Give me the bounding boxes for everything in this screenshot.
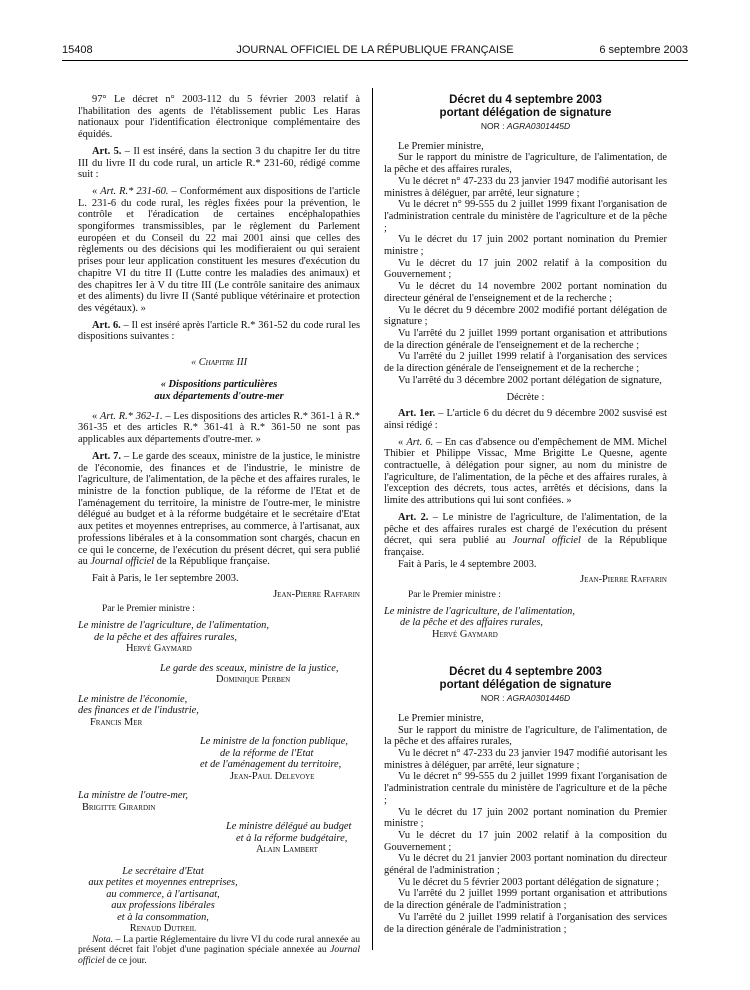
visa-paragraph: Vu le décret du 17 juin 2002 portant nomination du Premier ministre ; [384, 234, 667, 258]
nor-label: NOR : [480, 121, 507, 131]
signature-fonction-publique [200, 736, 360, 782]
visa-paragraph: Vu le décret du 17 juin 2002 portant nomination du Premier ministre ; [384, 806, 667, 830]
chapter-title [78, 379, 360, 403]
article-6-label: Art. 6. [406, 436, 434, 448]
visa-paragraph: Vu le décret n° 47-233 du 23 janvier 1947 modifié autorisant les ministres à déléguer, par arrêté, leur signature ; [384, 175, 667, 199]
article-7-text-b: de la République française. [154, 556, 270, 568]
right-column [384, 94, 667, 935]
article-7 [78, 451, 360, 568]
signature-title: Le ministre délégué au budget [226, 821, 352, 833]
page-header [62, 44, 688, 60]
article-r231-60-label: Art. R.* 231-60. [100, 185, 169, 197]
signature-title: Le secrétaire d'Etat [122, 865, 204, 877]
article-7-text-a: – Le garde des sceaux, ministre de la justice, le ministre de l'économie, des finances et de l'industrie, le ministre de l'agriculture, de l'alimentation, de la pêche et des affaires rurales, le ministre de la fonction publique, de la réforme de l'Etat et de l'aménagement du territoire, la ministre de l'outre-mer, le ministre délégué au budget et à la réforme budgétaire et le secrétaire d'Etat aux petites et moyennes entreprises, au commerce, à l'artisanat, aux professions libérales et à la consommation sont chargés, chacun en ce qui le concerne, de l'exécution du présent décret, qui sera publié au [78, 450, 360, 568]
article-7-label: Art. 7. [92, 450, 121, 462]
decree-1-signature-agriculture [384, 606, 667, 641]
article-2-text-b: de la République française. [384, 535, 667, 558]
signature-title: et de l'aménagement du territoire, [200, 759, 342, 771]
signatory-name: Renaud Dutreil [129, 923, 197, 935]
signature-budget [226, 821, 360, 856]
decree-2-nor [384, 693, 667, 705]
decree-1-title-line-2: portant délégation de signature [439, 106, 612, 119]
visa-paragraph: Vu le décret n° 99-555 du 2 juillet 1999 fixant l'organisation de l'administration centrale du ministère de l'agriculture et de la pêche ; [384, 199, 667, 234]
signatory-name: Alain Lambert [256, 844, 318, 856]
decree-1-article-2 [384, 512, 667, 559]
article-r362-1-label: Art. R.* 362-1. [100, 410, 163, 422]
signature-title: de la pêche et des affaires rurales, [94, 631, 238, 643]
decree-1-par-pm: Par le Premier ministre : [408, 590, 501, 601]
article-2-text-a: – Le ministre de l'agriculture, de l'alimentation, de la pêche et des affaires rurales est chargé de l'exécution du présent décret, qui sera publié au [384, 511, 667, 547]
signatory-name: Hervé Gaymard [126, 643, 192, 655]
nota-text-b: de ce jour. [104, 955, 147, 967]
visa-paragraph: Vu l'arrêté du 2 juillet 1999 relatif à l'organisation des services de la direction générale de l'enseignement et de la recherche ; [384, 351, 667, 375]
article-r231-60-text: – Conformément aux dispositions de l'article L. 231-6 du code rural, les règles fixées pour la prévention, le contrôle et l'éradication de certaines encéphalopathies spongiformes transmissibles, par le règlement du Parlement européen et du Conseil du 22 mai 2001 ainsi que celles des règlements ou des décisions qui les modifieraient ou qui seraient prises pour leur application constituent les mesures d'exécution du chapitre VI du titre II (Lutte contre les maladies des animaux) et des chapitres Ier à V du titre III (Le contrôle sanitaire des animaux et des aliments) du livre II (Santé publique vétérinaire et protection des végétaux). » [78, 185, 360, 314]
article-6-label: Art. 6. [92, 319, 121, 331]
quote-open: « [92, 185, 101, 197]
signature-justice [160, 663, 360, 686]
issue-date: 6 septembre 2003 [599, 44, 688, 56]
signature-title: aux petites et moyennes entreprises, [88, 877, 238, 889]
item-97: 97° Le décret n° 2003-112 du 5 février 2003 relatif à l'habilitation des agents de l'établissement public Les Haras nationaux pour l'identification électronique complémentaire des équidés. [78, 94, 360, 141]
nor-label: NOR : [480, 693, 507, 704]
article-r231-60 [78, 186, 360, 315]
signature-outre-mer [78, 790, 360, 813]
chapter-heading: « Chapitre III [190, 357, 248, 369]
decree-1-pm-signature: Jean-Pierre Raffarin [580, 574, 667, 586]
decree-2 [384, 666, 667, 935]
signature-title: et à la consommation, [117, 911, 209, 923]
fait-a-paris: Fait à Paris, le 1er septembre 2003. [92, 572, 239, 584]
visa-paragraph: Vu le décret du 9 décembre 2002 modifié portant délégation de signature ; [384, 304, 667, 328]
nor-value: AGRA0301446D [506, 693, 571, 704]
chapter-title-line-1: « Dispositions particulières [160, 378, 278, 390]
article-5-text: – Il est inséré, dans la section 3 du chapitre Ier du titre III du livre II du code rural, un article R.* 231-60, rédigé comme suit : [78, 145, 360, 181]
journal-officiel-ref: Journal officiel [512, 535, 581, 547]
signature-agriculture [78, 620, 360, 655]
signature-title: Le garde des sceaux, ministre de la justice, [160, 662, 339, 674]
signature-title: Le ministre de l'agriculture, de l'alimentation, [78, 620, 269, 632]
journal-officiel-ref: Journal officiel [78, 944, 360, 967]
article-6-text: – En cas d'absence ou d'empêchement de MM. Michel Thibier et Philippe Vissac, Mme Brigitte Le Quesne, agente contractuelle, à délégation pour signer, au nom du ministre de l'agriculture, de l'alimentation, de la pêche et des affaires rurales, à l'exception des décrets, tous actes, arrêtés et décisions, dans la limite des attributions qui lui sont confiées. » [384, 436, 667, 507]
quote-open: « [92, 410, 101, 422]
decree-1-fait: Fait à Paris, le 4 septembre 2003. [398, 558, 537, 570]
decree-1-article-1 [384, 408, 667, 431]
visa-paragraph: Vu l'arrêté du 2 juillet 1999 portant organisation et attributions de la direction générale de l'enseignement et de la recherche ; [384, 327, 667, 351]
article-r362-1-text: – Les dispositions des articles R.* 361-1 à R.* 361-35 et des articles R.* 361-41 à R.* 361-50 ne sont pas applicables aux départements d'outre-mer. » [78, 410, 360, 446]
chapter-title-line-2: aux départements d'outre-mer [154, 390, 284, 402]
left-column [78, 94, 360, 967]
signature-title: au commerce, à l'artisanat, [106, 888, 220, 900]
signatory-name: Francis Mer [90, 716, 143, 728]
nor-value: AGRA0301445D [506, 121, 571, 131]
visa-paragraph: Vu l'arrêté du 3 décembre 2002 portant délégation de signature, [398, 374, 662, 386]
visa-paragraph: Vu le décret n° 99-555 du 2 juillet 1999 fixant l'organisation de l'administration centrale du ministère de l'agriculture et de la pêche ; [384, 771, 667, 806]
signatory-name: Hervé Gaymard [432, 628, 498, 640]
article-6 [78, 320, 360, 343]
signature-economie [78, 694, 360, 729]
visa-paragraph: Sur le rapport du ministre de l'agriculture, de l'alimentation, de la pêche et des affaires rurales, [384, 724, 667, 748]
pm-signature: Jean-Pierre Raffarin [273, 588, 360, 600]
par-premier-ministre: Par le Premier ministre : [102, 604, 195, 615]
visa-paragraph: Vu le décret n° 47-233 du 23 janvier 1947 modifié autorisant les ministres à déléguer, par arrêté, leur signature ; [384, 748, 667, 771]
signature-secretaire-etat [78, 866, 248, 935]
visa-paragraph: Vu l'arrêté du 2 juillet 1999 relatif à l'organisation des services de la direction générale de l'administration ; [384, 911, 667, 935]
visa-paragraph: Vu le décret du 5 février 2003 portant délégation de signature ; [398, 876, 660, 888]
decree-1-decrete: Décrète : [506, 392, 545, 404]
signature-title: des finances et de l'industrie, [78, 705, 199, 717]
signature-title: de la réforme de l'Etat [220, 747, 314, 759]
decree-2-title-line-2: portant délégation de signature [439, 678, 612, 691]
decree-1-visas [384, 141, 667, 387]
visa-paragraph: Le Premier ministre, [398, 140, 484, 152]
article-5-label: Art. 5. [92, 145, 122, 157]
article-5 [78, 146, 360, 181]
decree-1-nor [384, 121, 667, 133]
decree-1-article-6-quote [384, 437, 667, 507]
signature-title: aux professions libérales [111, 900, 215, 912]
signatory-name: Brigitte Girardin [82, 801, 156, 813]
article-1-label: Art. 1er. [398, 408, 436, 420]
decree-2-visas [384, 713, 667, 935]
signatory-name: Dominique Perben [216, 674, 291, 686]
journal-officiel-ref: Journal officiel [90, 556, 155, 568]
column-divider [372, 88, 373, 950]
visa-paragraph: Le Premier ministre, [398, 712, 484, 724]
visa-paragraph: Vu le décret du 21 janvier 2003 portant nomination du directeur général de l'administration ; [384, 853, 667, 877]
header-rule [62, 60, 688, 61]
signature-title: de la pêche et des affaires rurales, [400, 617, 544, 629]
signature-title: et à la réforme budgétaire, [236, 832, 348, 844]
visa-paragraph: Vu l'arrêté du 2 juillet 1999 portant organisation et attributions de la direction générale de l'administration ; [384, 888, 667, 912]
page-number: 15408 [62, 44, 93, 56]
article-6-text: – Il est inséré après l'article R.* 361-52 du code rural les dispositions suivantes : [78, 319, 360, 343]
article-r362-1 [78, 411, 360, 446]
visa-paragraph: Sur le rapport du ministre de l'agriculture, de l'alimentation, de la pêche et des affaires rurales, [384, 152, 667, 176]
nota-label: Nota. [92, 933, 114, 945]
signature-title: Le ministre de l'agriculture, de l'alimentation, [384, 605, 575, 617]
visa-paragraph: Vu le décret du 17 juin 2002 relatif à la composition du Gouvernement ; [384, 829, 667, 853]
signature-title: Le ministre de l'économie, [78, 693, 188, 705]
decree-2-title-line-1: Décret du 4 septembre 2003 [449, 666, 602, 679]
signature-title: La ministre de l'outre-mer, [78, 790, 188, 802]
decree-1-title-line-1: Décret du 4 septembre 2003 [449, 94, 602, 106]
quote-open: « [398, 436, 407, 448]
signature-title: Le ministre de la fonction publique, [200, 736, 348, 748]
visa-paragraph: Vu le décret du 14 novembre 2002 portant nomination du directeur général de l'enseignement et de la recherche ; [384, 281, 667, 304]
article-2-label: Art. 2. [398, 511, 429, 523]
journal-title: JOURNAL OFFICIEL DE LA RÉPUBLIQUE FRANÇAISE [236, 44, 514, 56]
nota [78, 935, 360, 967]
visa-paragraph: Vu le décret du 17 juin 2002 relatif à la composition du Gouvernement ; [384, 257, 667, 281]
article-1-text: – L'article 6 du décret du 9 décembre 2002 susvisé est ainsi rédigé : [384, 408, 667, 431]
nota-text-a: – La partie Réglementaire du livre VI du code rural annexée au présent décret fait l'objet d'une pagination spéciale annexée au [78, 933, 360, 956]
decree-1 [384, 94, 667, 640]
signatory-name: Jean-Paul Delevoye [230, 770, 315, 782]
